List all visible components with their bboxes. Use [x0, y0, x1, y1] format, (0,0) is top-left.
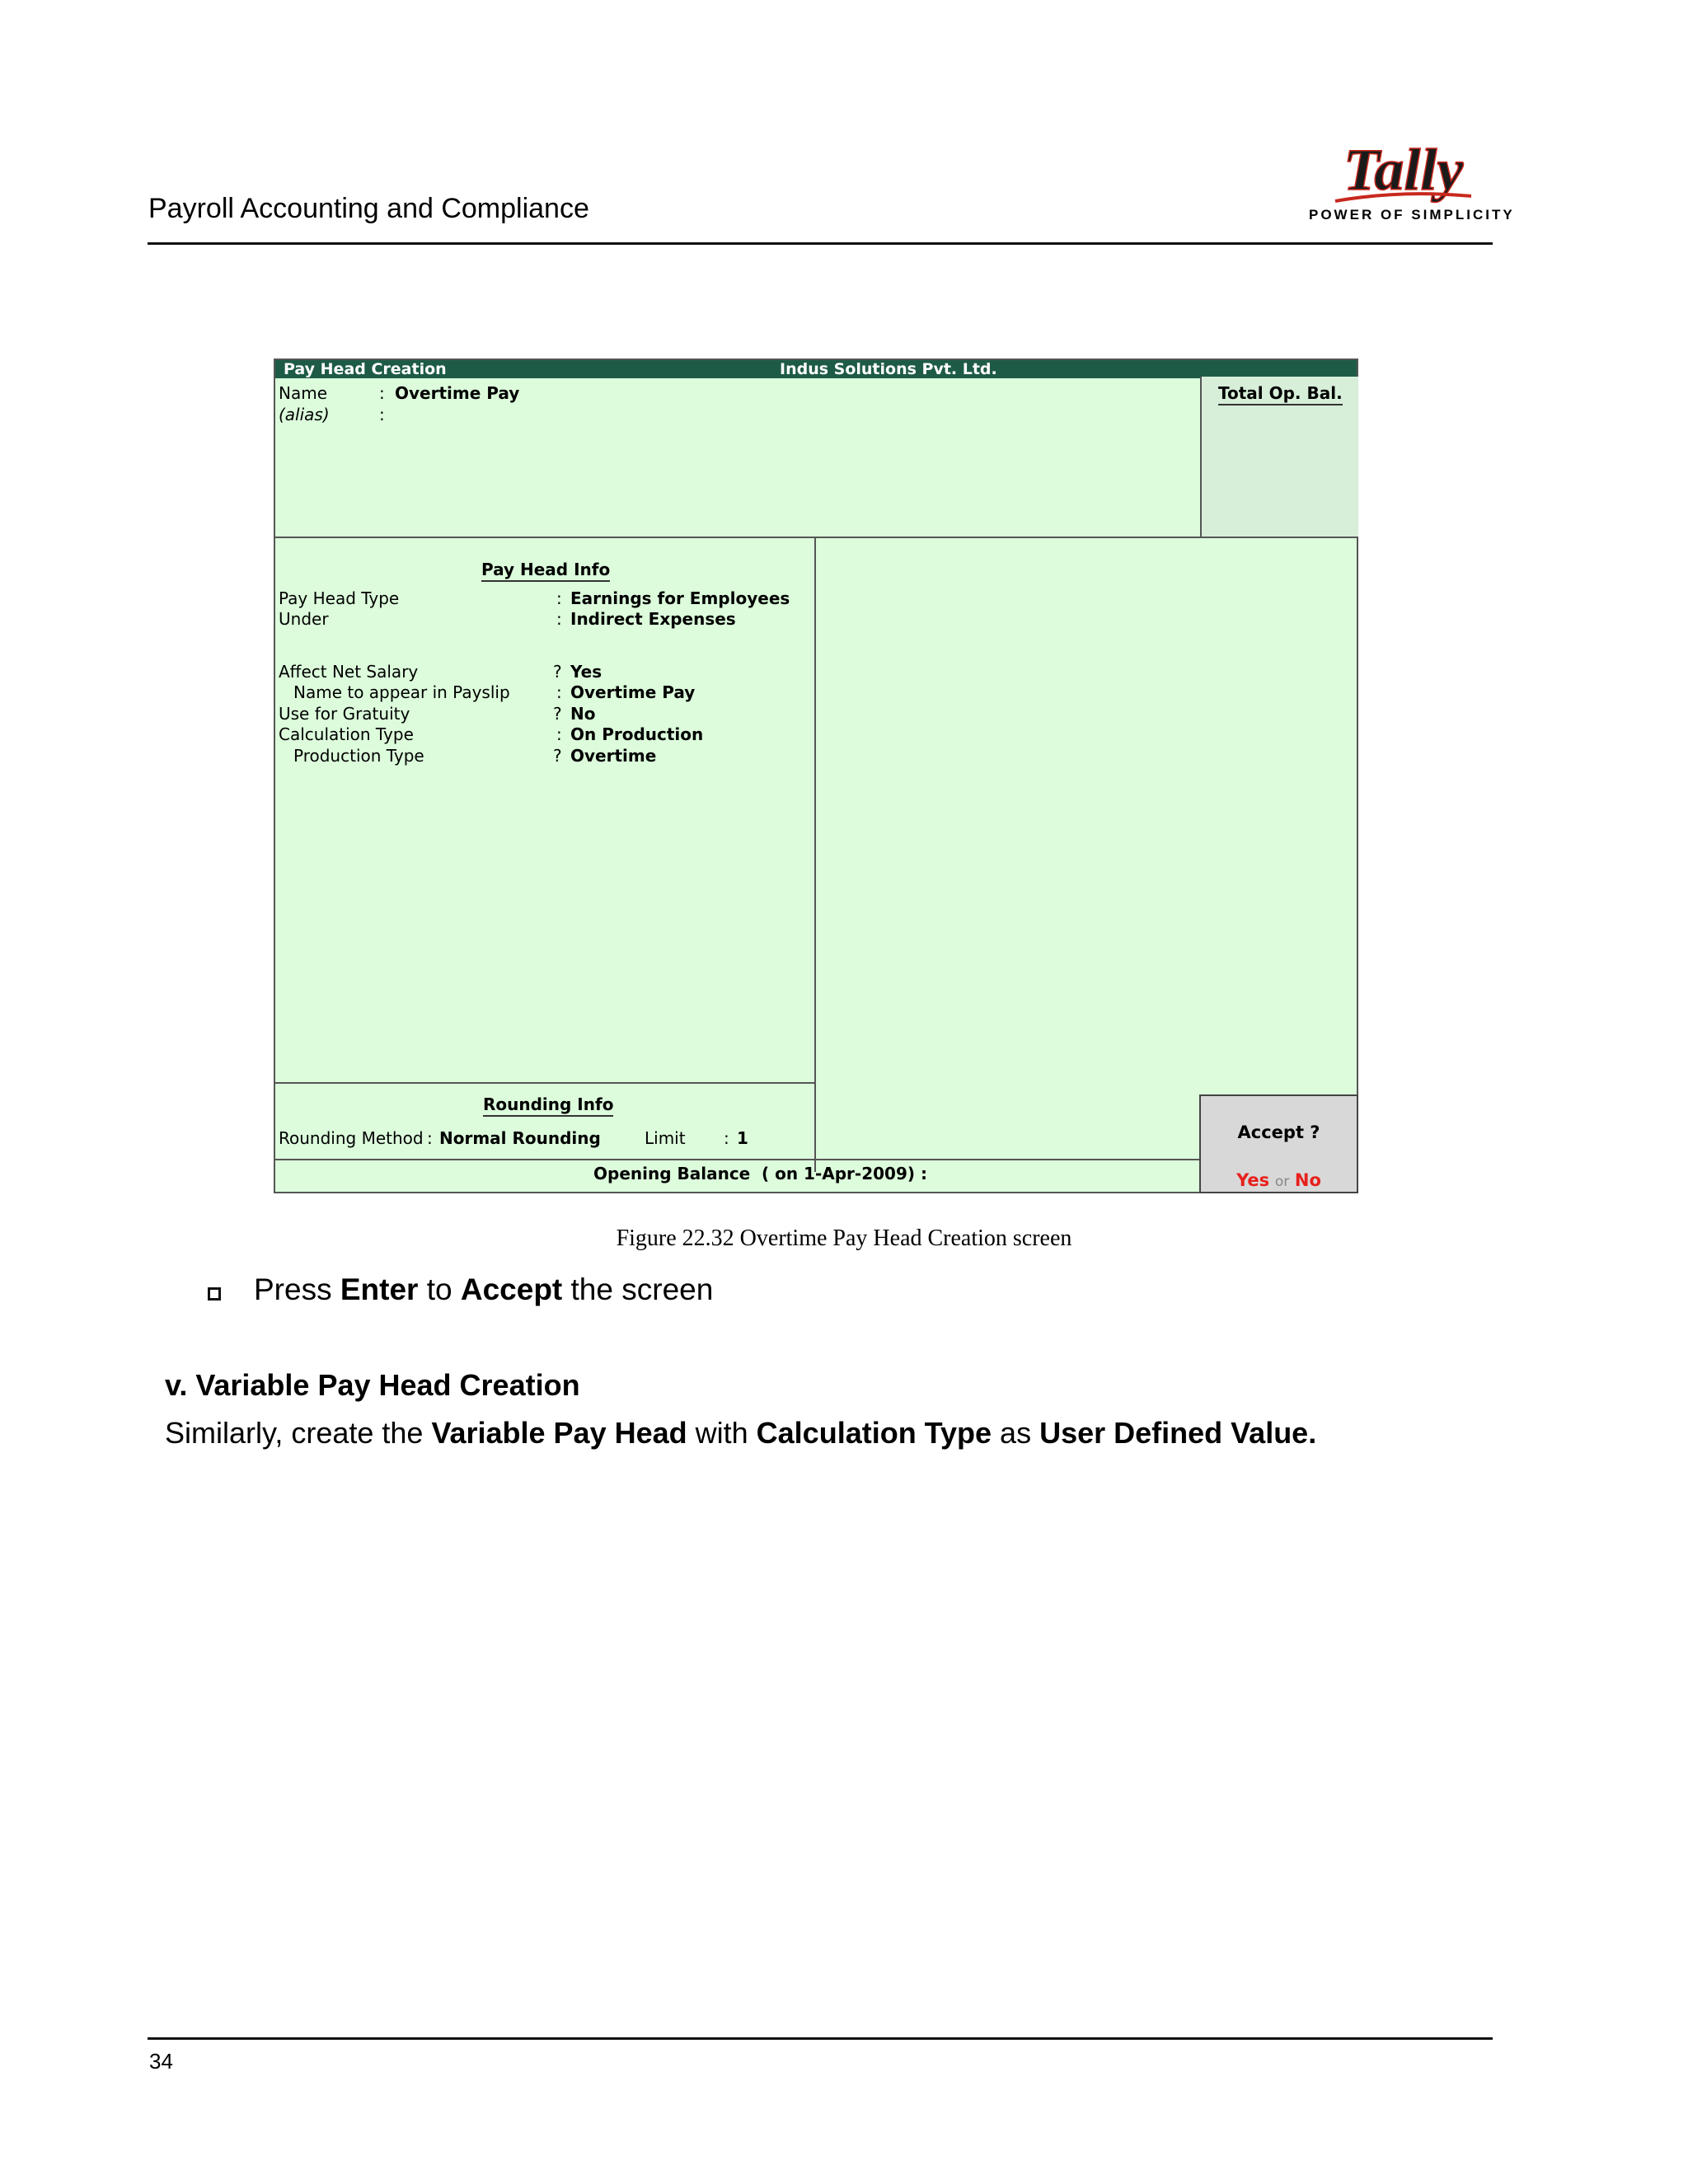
enter-key-text: Enter — [340, 1272, 419, 1306]
opening-balance-date: ( on 1-Apr-2009) : — [762, 1164, 927, 1183]
bullet-instruction: Press Enter to Accept the screen — [254, 1272, 714, 1306]
name-label: Name — [279, 383, 328, 403]
opening-balance-divider — [275, 1159, 1200, 1160]
under-label: Under — [279, 609, 329, 629]
rounding-method-label: Rounding Method — [279, 1128, 424, 1148]
production-type-sep: ? — [553, 746, 562, 766]
affect-net-salary-field[interactable]: Yes — [570, 662, 603, 682]
document-title: Payroll Accounting and Compliance — [148, 193, 589, 224]
name-field[interactable]: Overtime Pay — [395, 383, 520, 403]
production-type-label: Production Type — [293, 746, 424, 766]
under-sep: : — [556, 609, 562, 629]
total-op-bal-panel — [1200, 377, 1358, 538]
use-for-gratuity-label: Use for Gratuity — [279, 704, 410, 724]
use-for-gratuity-sep: ? — [553, 704, 562, 724]
name-section-divider — [275, 537, 1200, 538]
accept-text: Accept — [460, 1272, 563, 1306]
payslip-name-sep: : — [556, 682, 562, 702]
calculation-type-label: Calculation Type — [279, 724, 414, 744]
header-divider — [148, 242, 1493, 245]
screen-titlebar — [275, 360, 1357, 378]
page-number: 34 — [149, 2049, 173, 2074]
logo-wordmark: Tally — [1343, 137, 1464, 203]
use-for-gratuity-field[interactable]: No — [570, 704, 596, 724]
calculation-type-field[interactable]: On Production — [570, 724, 704, 744]
limit-label: Limit — [645, 1128, 686, 1148]
logo-tagline: POWER OF SIMPLICITY — [1309, 207, 1515, 223]
rounding-section-divider — [275, 1082, 816, 1084]
accept-dialog — [1199, 1094, 1358, 1193]
calculation-type-sep: : — [556, 724, 562, 744]
limit-colon: : — [724, 1128, 729, 1148]
alias-colon: : — [379, 405, 385, 424]
accept-question: Accept ? — [1237, 1122, 1320, 1142]
total-op-bal-heading: Total Op. Bal. — [1218, 383, 1343, 405]
under-field[interactable]: Indirect Expenses — [570, 609, 736, 629]
bullet-square-icon — [208, 1287, 221, 1301]
affect-net-salary-sep: ? — [553, 662, 562, 682]
opening-balance-label: Opening Balance — [593, 1164, 751, 1183]
footer-divider — [148, 2037, 1493, 2040]
pay-head-creation-screen — [274, 359, 1358, 1193]
accept-yes-button[interactable]: Yes — [1236, 1170, 1270, 1190]
figure-caption: Figure 22.32 Overtime Pay Head Creation screen — [616, 1226, 1072, 1251]
panel-vertical-divider — [814, 537, 816, 1172]
section-paragraph: Similarly, create the Variable Pay Head with Calculation Type as User Defined Value. — [165, 1416, 1317, 1450]
rounding-method-field[interactable]: Normal Rounding — [439, 1128, 601, 1148]
payslip-name-label: Name to appear in Payslip — [293, 682, 510, 702]
rounding-info-heading: Rounding Info — [483, 1094, 613, 1117]
screen-title: Pay Head Creation — [284, 360, 447, 378]
production-type-field[interactable]: Overtime — [570, 746, 657, 766]
accept-options — [1201, 1170, 1357, 1190]
affect-net-salary-label: Affect Net Salary — [279, 662, 419, 682]
name-colon: : — [379, 383, 385, 403]
alias-label: (alias) — [279, 405, 330, 424]
accept-or-text: or — [1274, 1174, 1290, 1190]
pay-head-type-label: Pay Head Type — [279, 588, 400, 608]
pay-head-info-heading: Pay Head Info — [481, 560, 610, 582]
rounding-method-colon: : — [427, 1128, 433, 1148]
pay-head-type-field[interactable]: Earnings for Employees — [570, 588, 790, 608]
accept-no-button[interactable]: No — [1294, 1170, 1321, 1190]
limit-field[interactable]: 1 — [737, 1128, 748, 1148]
section-heading: v. Variable Pay Head Creation — [165, 1368, 580, 1402]
company-name: Indus Solutions Pvt. Ltd. — [780, 360, 997, 378]
pay-head-type-sep: : — [556, 588, 562, 608]
payslip-name-field[interactable]: Overtime Pay — [570, 682, 696, 702]
